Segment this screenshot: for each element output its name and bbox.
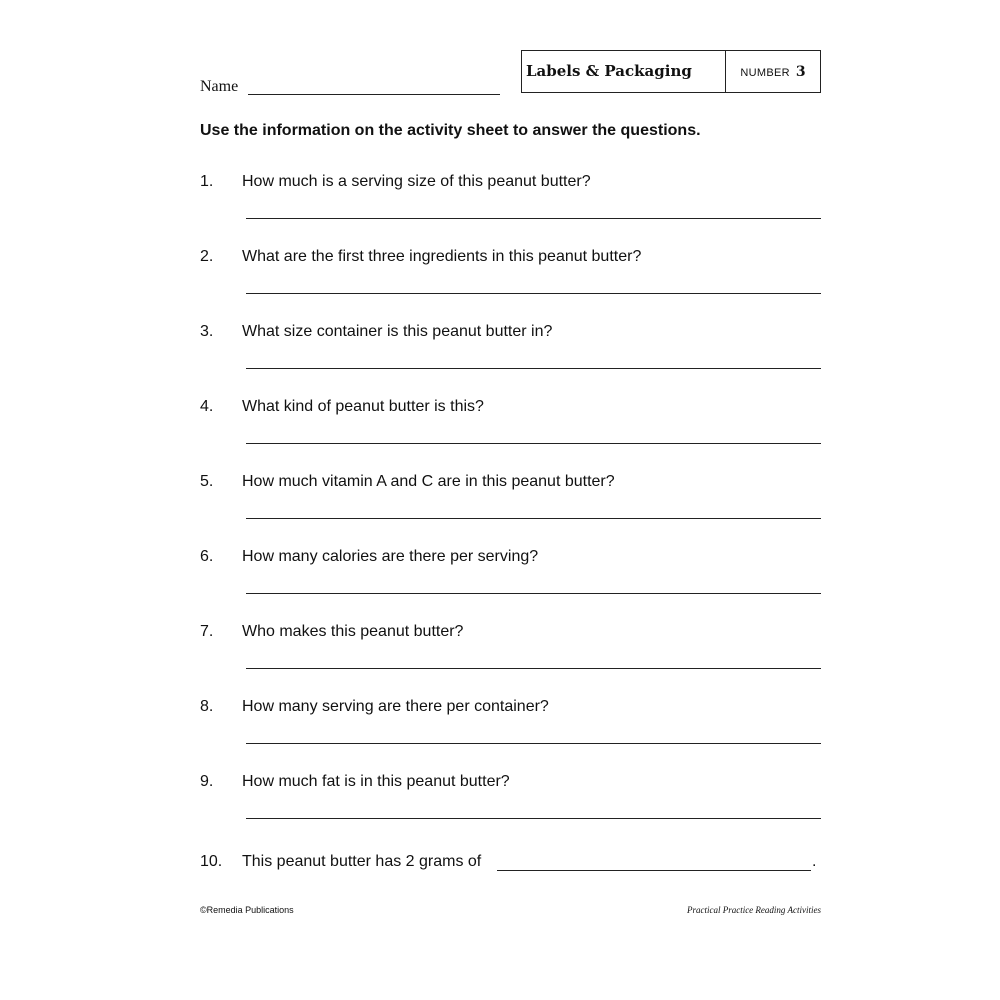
answer-line[interactable]: [246, 518, 821, 519]
question-text: What are the first three ingredients in this peanut butter?: [242, 248, 642, 265]
worksheet-number: [726, 51, 820, 92]
question-6: [0, 548, 1000, 608]
question-text: What kind of peanut butter is this?: [242, 398, 484, 415]
question-number: 9.: [200, 773, 214, 790]
answer-line[interactable]: [246, 368, 821, 369]
question-4: [0, 398, 1000, 458]
answer-line[interactable]: [246, 818, 821, 819]
question-10: [0, 853, 1000, 877]
question-number: 10.: [200, 853, 223, 870]
question-3: [0, 323, 1000, 383]
answer-line[interactable]: [246, 593, 821, 594]
answer-line[interactable]: [246, 668, 821, 669]
question-number: 1.: [200, 173, 214, 190]
answer-line[interactable]: [246, 743, 821, 744]
question-number: 6.: [200, 548, 214, 565]
question-text: How much fat is in this peanut butter?: [242, 773, 510, 790]
sentence-period: .: [812, 853, 817, 870]
question-2: [0, 248, 1000, 308]
question-9: [0, 773, 1000, 833]
instructions: Use the information on the activity sheet to answer the questions.: [200, 122, 701, 139]
question-text: How many serving are there per container?: [242, 698, 549, 715]
number-label: NUMBER: [740, 67, 790, 79]
question-number: 7.: [200, 623, 214, 640]
question-1: [0, 173, 1000, 233]
question-text: Who makes this peanut butter?: [242, 623, 464, 640]
question-number: 5.: [200, 473, 214, 490]
question-number: 2.: [200, 248, 214, 265]
footer-copyright: ©Remedia Publications: [200, 905, 294, 915]
question-text: How much is a serving size of this peanut butter?: [242, 173, 591, 190]
fill-in-blank-line[interactable]: [497, 870, 811, 871]
number-value: 3: [795, 64, 806, 80]
question-8: [0, 698, 1000, 758]
answer-line[interactable]: [246, 218, 821, 219]
name-label: Name: [200, 78, 239, 95]
question-number: 3.: [200, 323, 214, 340]
question-number: 4.: [200, 398, 214, 415]
question-text: What size container is this peanut butter in?: [242, 323, 553, 340]
question-text: This peanut butter has 2 grams of: [242, 853, 482, 870]
name-blank-line[interactable]: [248, 94, 500, 95]
question-5: [0, 473, 1000, 533]
answer-line[interactable]: [246, 443, 821, 444]
footer-series-title: Practical Practice Reading Activities: [686, 905, 821, 915]
question-number: 8.: [200, 698, 214, 715]
worksheet-title: Labels & Packaging: [522, 51, 726, 92]
question-7: [0, 623, 1000, 683]
question-text: How much vitamin A and C are in this peanut butter?: [242, 473, 615, 490]
answer-line[interactable]: [246, 293, 821, 294]
question-text: How many calories are there per serving?: [242, 548, 539, 565]
worksheet-title-box: [521, 50, 821, 93]
